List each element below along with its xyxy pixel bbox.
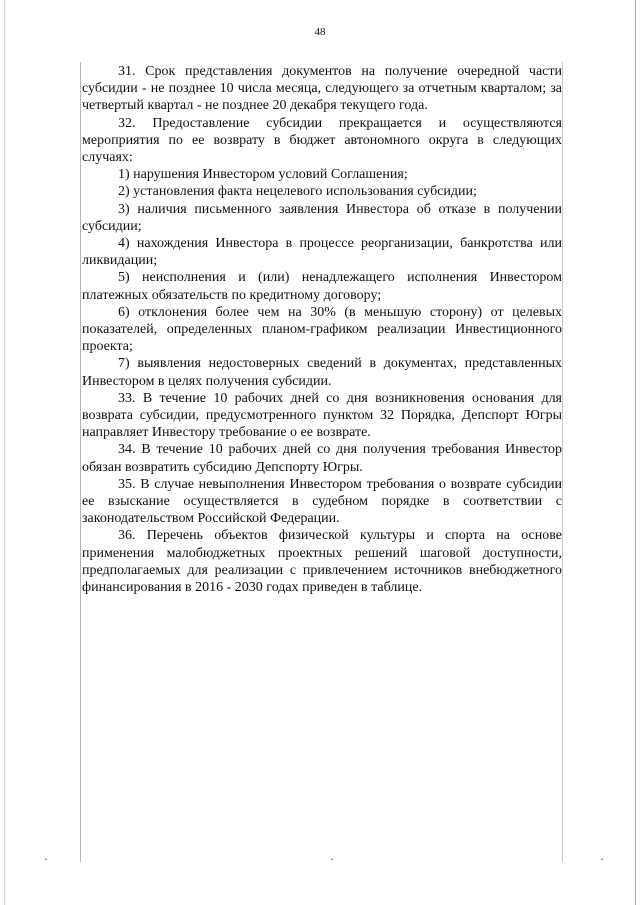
- scan-edge-left: [4, 0, 5, 905]
- list-item-3: 3) наличия письменного заявления Инвестора об отказе в получении субсидии;: [82, 201, 562, 234]
- paragraph-35: 35. В случае невыполнения Инвестором требования о возврате субсидии ее взыскание осуществляется в судебном порядке в соответствии с законодательством Российской Федерации.: [82, 476, 562, 527]
- margin-rule-left: [80, 62, 81, 862]
- list-item-1: 1) нарушения Инвестором условий Соглашения;: [118, 167, 408, 183]
- scan-dot: ·: [44, 852, 48, 866]
- page-number: 48: [314, 26, 326, 38]
- paragraph-32: 32. Предоставление субсидии прекращается и осуществляются мероприятия по ее возврату в бюджет автономного округа в следующих случаях:: [82, 115, 562, 166]
- list-item-6: 6) отклонения более чем на 30% (в меньшую сторону) от целевых показателей, определенных планом-графиком реализации Инвестиционного проекта;: [82, 304, 562, 355]
- list-item-7: 7) выявления недостоверных сведений в документах, представленных Инвестором в целях получения субсидии.: [82, 356, 562, 389]
- scan-dot: ·: [600, 852, 604, 866]
- paragraph-36: 36. Перечень объектов физической культуры и спорта на основе применения малобюджетных проектных решений шаговой доступности, предполагаемых для реализации с привлечением источников внебюджетного финансирования в 2016 - 2030 годах приведен в таблице.: [82, 528, 562, 596]
- list-item-5: 5) неисполнения и (или) ненадлежащего исполнения Инвестором платежных обязательств по кредитному договору;: [82, 270, 562, 303]
- document-body: [82, 63, 562, 596]
- list-item-2: 2) установления факта нецелевого использования субсидии;: [118, 184, 477, 200]
- list-item-4: 4) нахождения Инвестора в процессе реорганизации, банкротства или ликвидации;: [82, 236, 562, 269]
- margin-rule-right: [562, 62, 563, 862]
- paragraph-33: 33. В течение 10 рабочих дней со дня возникновения основания для возврата субсидии, предусмотренного пунктом 32 Порядка, Депспорт Югры направляет Инвестору требование о ее возврате.: [82, 390, 562, 441]
- scan-edge-right: [635, 0, 636, 905]
- scan-dot: ·: [330, 852, 334, 866]
- paragraph-34: 34. В течение 10 рабочих дней со дня получения требования Инвестор обязан возвратить субсидию Депспорту Югры.: [82, 442, 562, 475]
- paragraph-31: 31. Срок представления документов на получение очередной части субсидии - не позднее 10 числа месяца, следующего за отчетным кварталом; за четвертый квартал - не позднее 20 декабря текущего года.: [82, 64, 562, 114]
